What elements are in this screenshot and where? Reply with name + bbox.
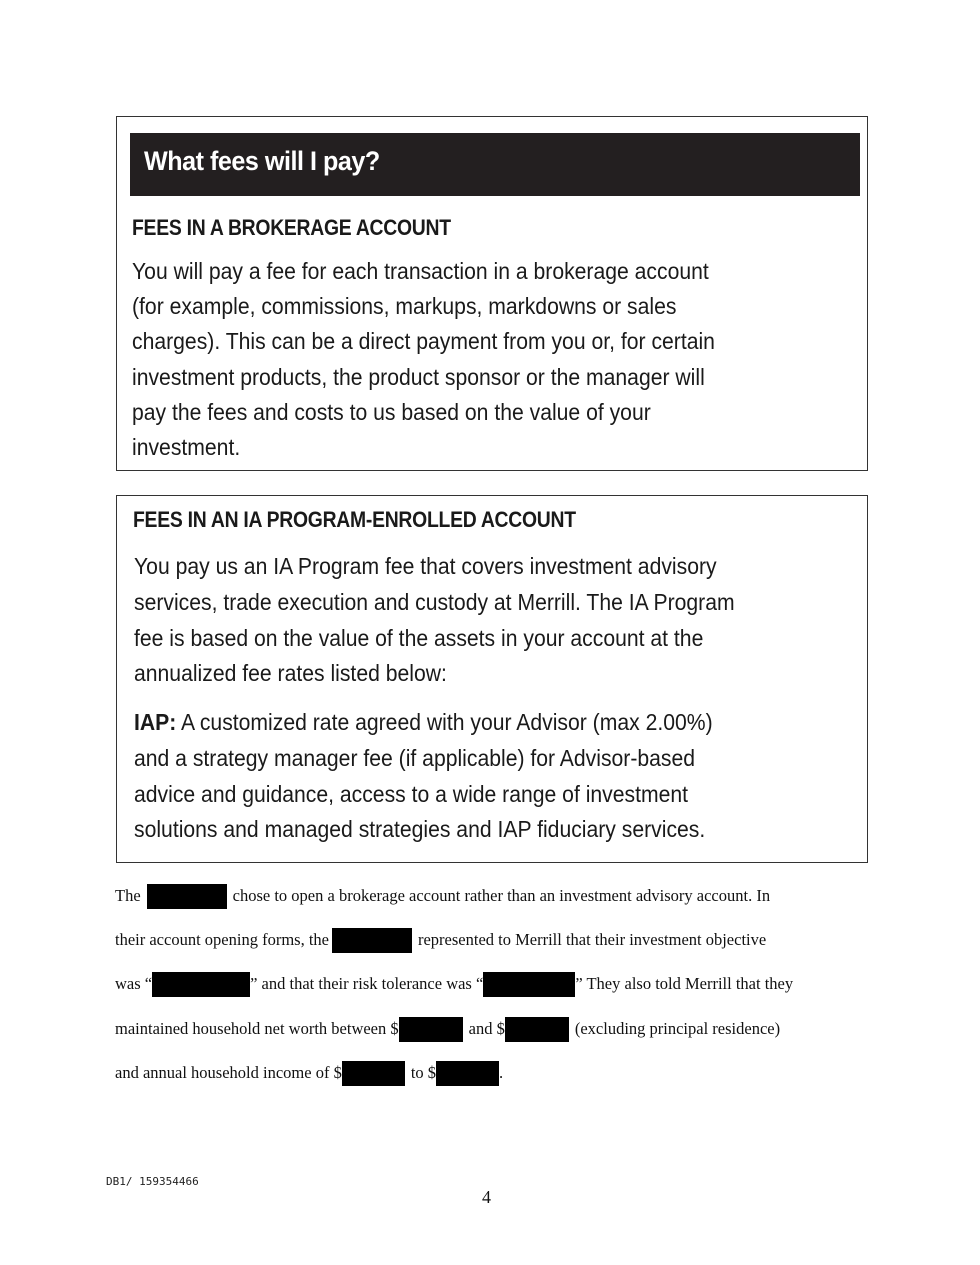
document-id: DB1/ 159354466 [106, 1175, 199, 1188]
redaction-block [342, 1061, 405, 1086]
page-number: 4 [482, 1187, 491, 1207]
paragraph-line: pay the fees and costs to us based on the value of your [132, 398, 651, 425]
brokerage-paragraph [132, 254, 715, 465]
text-segment: their account opening forms, the [115, 930, 329, 949]
body-line [115, 884, 867, 908]
text-segment: ” They also told Merrill that they [575, 974, 794, 993]
text-segment: chose to open a brokerage account rather than an investment advisory account. In [232, 886, 771, 905]
text-segment: and annual household income of $ [115, 1063, 342, 1082]
paragraph-line: charges). This can be a direct payment from you or, for certain [132, 328, 715, 355]
paragraph-line: and a strategy manager fee (if applicable) for Advisor-based [134, 744, 696, 771]
iap-text: A customized rate agreed with your Advisor (max 2.00%) [176, 709, 713, 735]
ia-program-paragraph [134, 549, 735, 692]
text-segment: . [499, 1063, 504, 1082]
redaction-block [483, 972, 575, 997]
text-segment: The [115, 886, 141, 905]
text-segment: represented to Merrill that their investment objective [417, 930, 767, 949]
iap-paragraph [134, 705, 713, 848]
text-segment: ” and that their risk tolerance was “ [250, 974, 484, 993]
redaction-block [436, 1061, 499, 1086]
brokerage-heading: FEES IN A BROKERAGE ACCOUNT [132, 215, 451, 240]
box-title: What fees will I pay? [144, 146, 380, 176]
text-segment: maintained household net worth between $ [115, 1019, 399, 1038]
paragraph-line: advice and guidance, access to a wide range of investment [134, 780, 689, 807]
body-line [115, 1061, 867, 1085]
redaction-block [399, 1017, 463, 1042]
body-line [115, 972, 867, 996]
header-band [130, 133, 860, 196]
text-segment: and $ [468, 1019, 505, 1038]
paragraph-line [134, 705, 713, 741]
redaction-block [332, 928, 412, 953]
redaction-block [152, 972, 250, 997]
text-segment: was “ [115, 974, 153, 993]
paragraph-line: investment products, the product sponsor or the manager will [132, 363, 705, 390]
body-line [115, 1017, 867, 1041]
text-segment: to $ [410, 1063, 437, 1082]
paragraph-line: You pay us an IA Program fee that covers investment advisory [134, 553, 717, 579]
ia-program-fees-box [116, 495, 868, 863]
paragraph-line: You will pay a fee for each transaction in a brokerage account [132, 258, 709, 284]
paragraph-line: fee is based on the value of the assets in your account at the [134, 624, 704, 651]
paragraph-line: (for example, commissions, markups, markdowns or sales [132, 293, 677, 320]
redaction-block [505, 1017, 569, 1042]
iap-label: IAP: [134, 709, 177, 735]
paragraph-line: solutions and managed strategies and IAP fiduciary services. [134, 816, 706, 843]
paragraph-line: annualized fee rates listed below: [134, 660, 447, 687]
brokerage-fees-box [116, 116, 868, 471]
paragraph-line: services, trade execution and custody at Merrill. The IA Program [134, 588, 735, 615]
ia-program-heading: FEES IN AN IA PROGRAM-ENROLLED ACCOUNT [133, 507, 576, 532]
redaction-block [147, 884, 227, 909]
paragraph-line: investment. [132, 434, 241, 461]
text-segment: (excluding principal residence) [574, 1019, 781, 1038]
body-line [115, 928, 867, 952]
